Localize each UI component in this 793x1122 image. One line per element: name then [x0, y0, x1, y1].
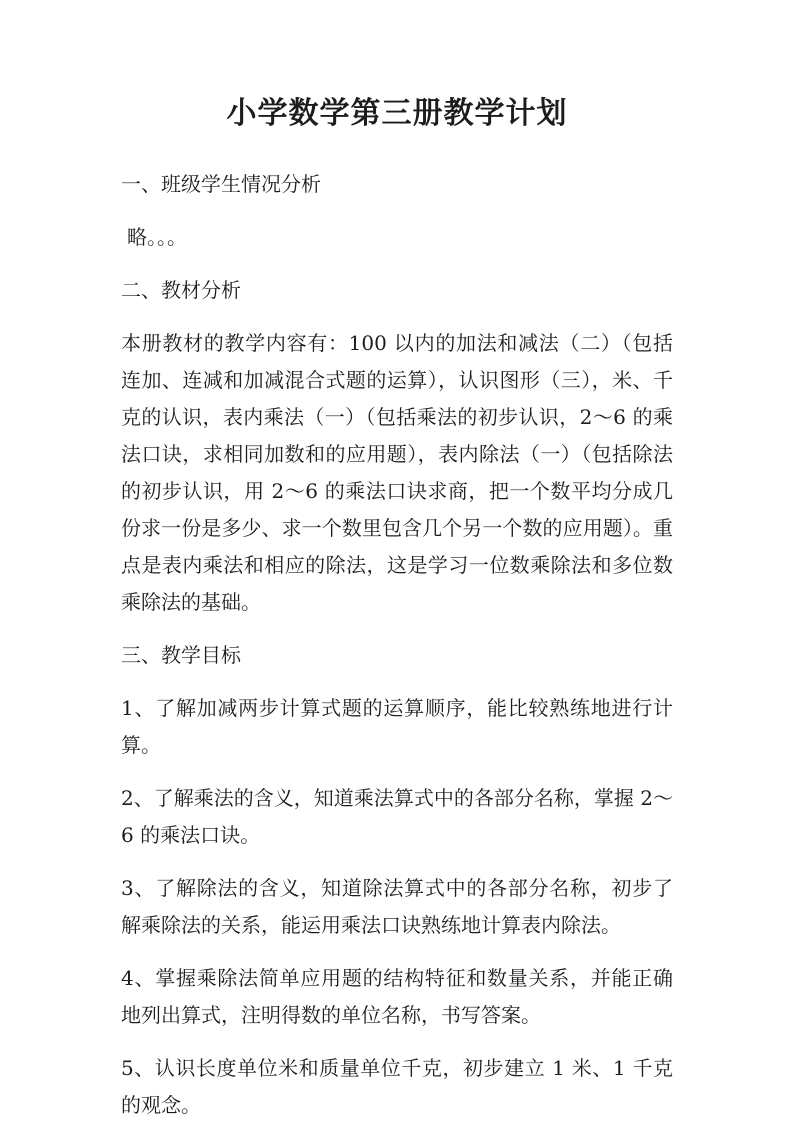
section-heading-material-analysis: 二、教材分析 — [121, 278, 241, 302]
goal-item-4: 4、掌握乘除法简单应用题的结构特征和数量关系，并能正确地列出算式，注明得数的单位名称，书写答案。 — [121, 966, 673, 1027]
paragraph-material-analysis: 本册教材的教学内容有：100 以内的加法和减法（二）（包括连加、连减和加减混合式题的运算），认识图形（三），米、千克的认识，表内乘法（一）（包括乘法的初步认识，2～6 的乘法口诀，求相同加数和的应用题），表内除法（一）（包括除法的初步认识，用 2～6 的乘法口诀求商，把一个数平均分成几份求一份是多少、求一个数里包含几个另一个数的应用题）。重点是表内乘法和相应的除法，这是学习一位数乘除法和多位数乘除法的基础。 — [121, 331, 673, 614]
goal-item-3: 3、了解除法的含义，知道除法算式中的各部分名称，初步了解乘除法的关系，能运用乘法口诀熟练地计算表内除法。 — [121, 876, 673, 937]
goal-item-2: 2、了解乘法的含义，知道乘法算式中的各部分名称，掌握 2～6 的乘法口诀。 — [121, 786, 673, 847]
section-heading-class-analysis: 一、班级学生情况分析 — [121, 172, 321, 196]
document-title: 小学数学第三册教学计划 — [226, 96, 568, 131]
goal-item-1: 1、了解加减两步计算式题的运算顺序，能比较熟练地进行计算。 — [121, 696, 673, 757]
goal-item-5: 5、认识长度单位米和质量单位千克，初步建立 1 米、1 千克的观念。 — [121, 1056, 673, 1117]
paragraph-omitted: 略。。。 — [127, 225, 187, 249]
section-heading-teaching-goals: 三、教学目标 — [121, 643, 241, 667]
